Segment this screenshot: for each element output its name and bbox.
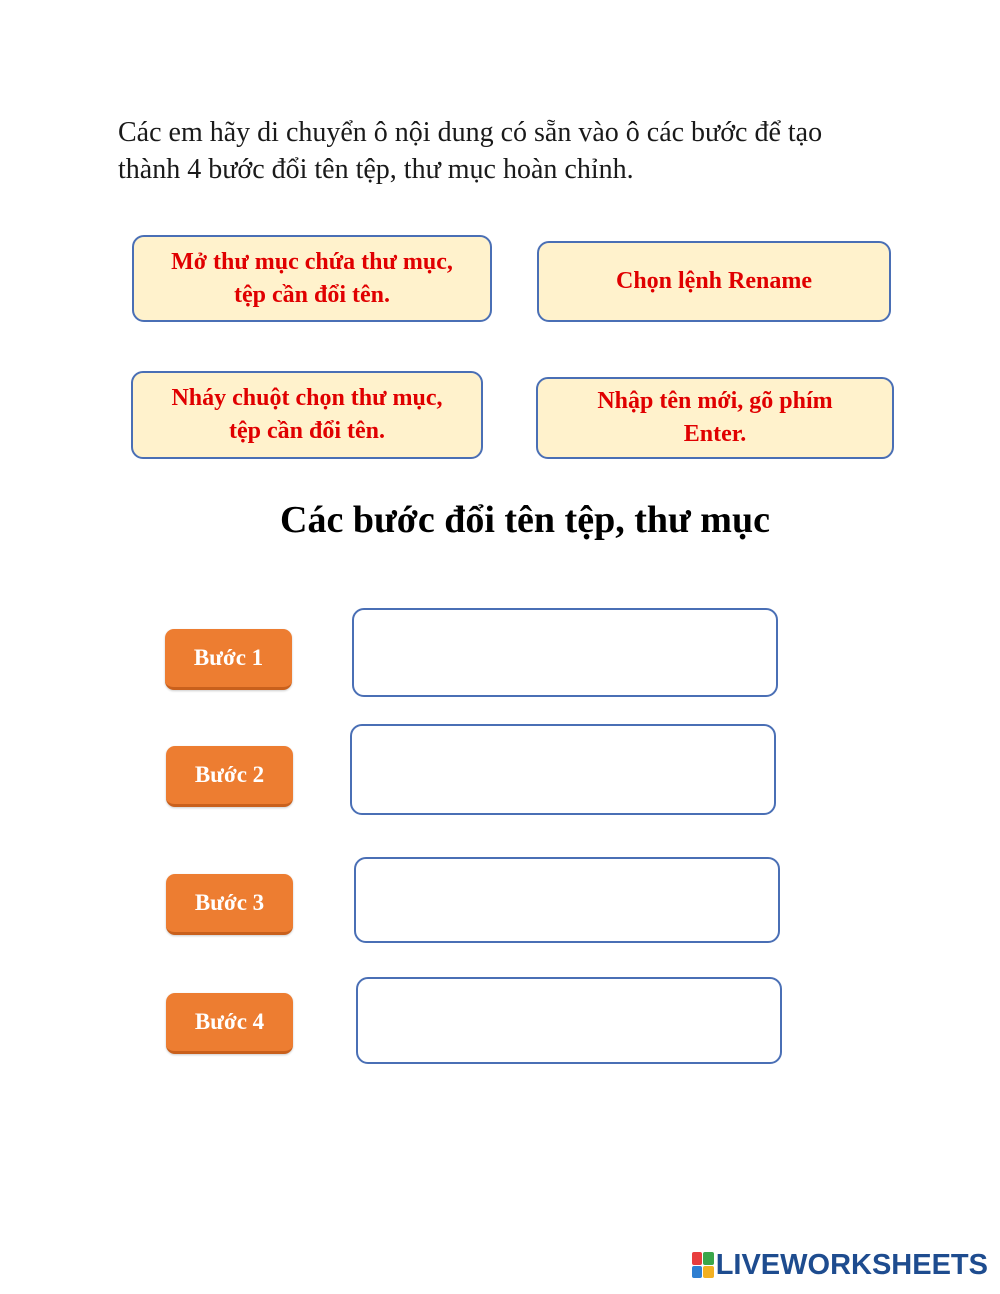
step-3-label: Bước 3 [166, 874, 293, 935]
step-2-label: Bước 2 [166, 746, 293, 807]
card-text: Chọn lệnh Rename [615, 268, 813, 294]
step-3-drop-zone[interactable] [354, 857, 780, 943]
instruction-text [118, 114, 898, 188]
card-text: Mở thư mục chứa thư mục, [171, 248, 453, 275]
card-text: tệp cần đổi tên. [228, 418, 385, 444]
draggable-card-rename[interactable] [537, 241, 891, 322]
step-1-drop-zone[interactable] [352, 608, 778, 697]
instruction-line-1: Các em hãy di chuyển ô nội dung có sẵn vào ô các bước để tạo [118, 117, 823, 148]
draggable-card-select-item[interactable] [131, 371, 483, 459]
liveworksheets-mark-icon [692, 1252, 714, 1278]
brand-name: LIVEWORKSHEETS [715, 1248, 988, 1281]
draggable-card-enter-name[interactable] [536, 377, 894, 459]
card-text: Nhập tên mới, gõ phím [597, 388, 833, 414]
step-1-label: Bước 1 [165, 629, 292, 690]
card-text: tệp cần đổi tên. [234, 281, 390, 308]
step-2-drop-zone[interactable] [350, 724, 776, 815]
liveworksheets-logo [692, 1250, 988, 1280]
step-4-label: Bước 4 [166, 993, 293, 1054]
instruction-line-2: thành 4 bước đổi tên tệp, thư mục hoàn chỉnh. [118, 154, 634, 185]
card-text: Nháy chuột chọn thư mục, [171, 385, 443, 411]
section-title: Các bước đổi tên tệp, thư mục [280, 499, 770, 541]
step-4-drop-zone[interactable] [356, 977, 782, 1064]
card-text: Enter. [683, 421, 747, 447]
draggable-card-open-folder[interactable] [132, 235, 492, 322]
